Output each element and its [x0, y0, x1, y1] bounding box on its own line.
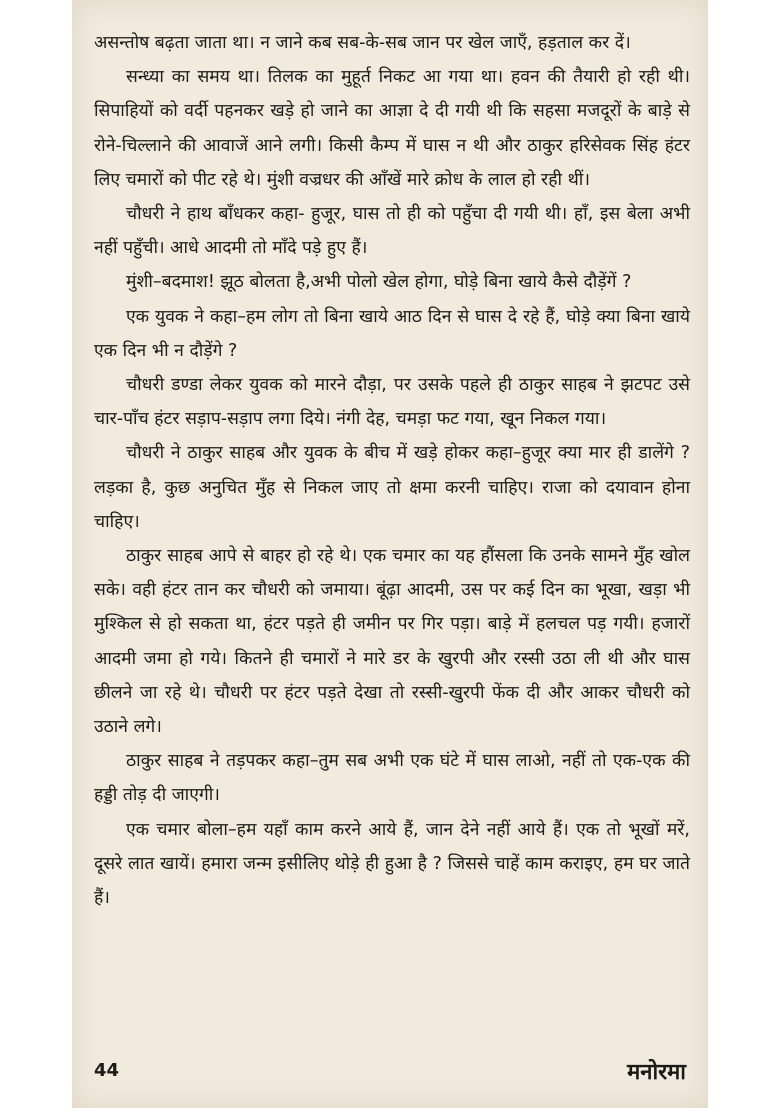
magazine-name: मनोरमा [627, 1060, 686, 1085]
paragraph-7: चौधरी ने ठाकुर साहब और युवक के बीच में खड़े होकर कहा–हुजूर क्या मार ही डालेंगे ? लड़का है, कुछ अनुचित मुँह से निकल जाए तो क्षमा करनी चाहिए। राजा को दयावान होना चाहिए। [94, 443, 690, 532]
paragraph-10: एक चमार बोला–हम यहाँ काम करने आये हैं, जान देने नहीं आये हैं। एक तो भूखों मरें, दूसरे लात खायें। हमारा जन्म इसीलिए थोड़े ही हुआ है ? जिससे चाहें काम कराइए, हम घर जाते हैं। [94, 819, 690, 909]
book-page [72, 0, 708, 1108]
paragraph-1: असन्तोष बढ़ता जाता था। न जाने कब सब-के-सब जान पर खेल जाएँ, हड़ताल कर दें। [94, 33, 631, 53]
paragraph-9: ठाकुर साहब ने तड़पकर कहा–तुम सब अभी एक घंटे में घास लाओ, नहीं तो एक-एक की हड्डी तोड़ दी जाएगी। [94, 751, 690, 806]
paragraph-2: सन्ध्या का समय था। तिलक का मुहूर्त निकट आ गया था। हवन की तैयारी हो रही थी। सिपाहियों को वर्दी पहनकर खड़े हो जाने का आज्ञा दे दी गयी थी कि सहसा मजदूरों के बाड़े से रोने-चिल्लाने की आवाजें आने लगी। किसी कैम्प में घास न थी और ठाकुर हरिसेवक सिंह हंटर लिए चमारों को पीट रहे थे। मुंशी वज्रधर की आँखें मारे क्रोध के लाल हो रही थीं। [94, 67, 690, 190]
page-body [94, 26, 690, 915]
paragraph-6: चौधरी डण्डा लेकर युवक को मारने दौड़ा, पर उसके पहले ही ठाकुर साहब ने झटपट उसे चार-पाँच हंटर सड़ाप-सड़ाप लगा दिये। नंगी देह, चमड़ा फट गया, खून निकल गया। [94, 375, 690, 430]
page-number: 44 [94, 1060, 120, 1081]
paragraph-3: चौधरी ने हाथ बाँधकर कहा- हुजूर, घास तो ही को पहुँचा दी गयी थी। हाँ, इस बेला अभी नहीं पहुँची। आधे आदमी तो माँदे पड़े हुए हैं। [94, 204, 690, 259]
paragraph-4: मुंशी–बदमाश! झूठ बोलता है,अभी पोलो खेल होगा, घोड़े बिना खाये कैसे दौड़ेंगें ? [126, 272, 632, 293]
paragraph-5: एक युवक ने कहा–हम लोग तो बिना खाये आठ दिन से घास दे रहे हैं, घोड़े क्या बिना खाये एक दिन भी न दौड़ेंगे ? [94, 306, 690, 361]
paragraph-8: ठाकुर साहब आपे से बाहर हो रहे थे। एक चमार का यह हौंसला कि उनके सामने मुँह खोल सके। वही हंटर तान कर चौधरी को जमाया। बूंढ़ा आदमी, उस पर कई दिन का भूखा, खड़ा भी मुश्किल से हो सकता था, हंटर पड़ते ही जमीन पर गिर पड़ा। बाड़े में हलचल पड़ गयी। हजारों आदमी जमा हो गये। कितने ही चमारों ने मारे डर के खुरपी और रस्सी उठा ली थी और घास छीलने जा रहे थे। चौधरी पर हंटर पड़ते देखा तो रस्सी-खुरपी फेंक दी और आकर चौधरी को उठाने लगे। [94, 546, 690, 738]
